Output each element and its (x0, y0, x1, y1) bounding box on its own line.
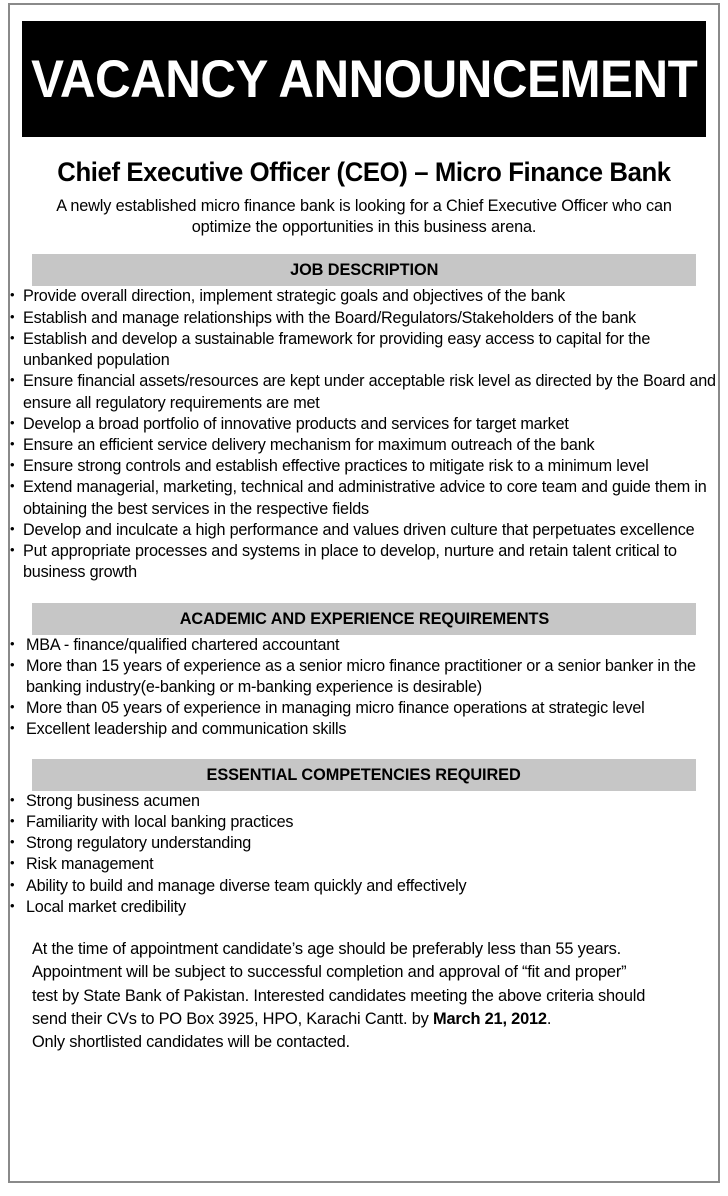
list-item: • Local market credibility (10, 897, 718, 918)
closing-address-text: send their CVs to PO Box 3925, HPO, Karachi Cantt. by (32, 1009, 433, 1028)
masthead-title: VACANCY ANNOUNCEMENT (30, 49, 698, 109)
closing-line-address (32, 1008, 696, 1031)
section-header-essential-competencies-label: ESSENTIAL COMPETENCIES REQUIRED (206, 764, 522, 784)
list-item: • Ensure an efficient service delivery mechanism for maximum outreach of the bank (10, 435, 718, 456)
list-item: • Put appropriate processes and systems in place to develop, nurture and retain talent critical to business growth (10, 541, 718, 583)
masthead-banner (22, 21, 706, 137)
list-item: • Ability to build and manage diverse team quickly and effectively (10, 876, 718, 897)
list-item: • Develop a broad portfolio of innovative products and services for target market (10, 414, 718, 435)
list-item: • Strong regulatory understanding (10, 833, 718, 854)
list-item: • Ensure strong controls and establish effective practices to mitigate risk to a minimum level (10, 456, 718, 477)
list-item: • Develop and inculcate a high performance and values driven culture that perpetuates excellence (10, 520, 718, 541)
list-item: • Establish and develop a sustainable framework for providing easy access to capital for the unbanked population (10, 329, 718, 371)
list-item: • Risk management (10, 854, 718, 875)
closing-line-criteria: test by State Bank of Pakistan. Interested candidates meeting the above criteria should (32, 986, 646, 1005)
job-title: Chief Executive Officer (CEO) – Micro Finance Bank (57, 157, 671, 187)
job-description-list (10, 286, 718, 583)
section-header-job-description-label: JOB DESCRIPTION (289, 260, 439, 280)
list-item: • Extend managerial, marketing, technical and administrative advice to core team and guide them in obtaining the best services in the respective fields (10, 477, 718, 519)
list-item: • Provide overall direction, implement strategic goals and objectives of the bank (10, 286, 718, 307)
list-item: • Excellent leadership and communication skills (10, 719, 718, 740)
list-item: • More than 15 years of experience as a senior micro finance practitioner or a senior banker in the banking industry(e-banking or m-banking experience is desirable) (10, 656, 718, 698)
section-header-essential-competencies (32, 759, 696, 791)
list-item: • MBA - finance/qualified chartered accountant (10, 635, 718, 656)
list-item: • More than 05 years of experience in managing micro finance operations at strategic level (10, 698, 718, 719)
academic-experience-list (10, 635, 718, 741)
application-deadline: March 21, 2012 (432, 1009, 547, 1028)
closing-line-shortlist: Only shortlisted candidates will be contacted. (32, 1033, 350, 1052)
closing-line-age: At the time of appointment candidate’s age should be preferably less than 55 years. (32, 939, 622, 958)
section-header-academic-experience (32, 603, 696, 635)
closing-address-suffix: . (546, 1009, 552, 1028)
advertisement-frame (8, 3, 720, 1183)
list-item: • Ensure financial assets/resources are kept under acceptable risk level as directed by the Board and ensure all regulatory requirements are met (10, 371, 718, 413)
list-item: • Familiarity with local banking practices (10, 812, 718, 833)
job-intro-paragraph: A newly established micro finance bank is looking for a Chief Executive Officer who can optimize the opportunities in this business arena. (56, 197, 672, 237)
section-header-job-description (32, 254, 696, 286)
advertisement-content (10, 5, 718, 1181)
section-header-academic-experience-label: ACADEMIC AND EXPERIENCE REQUIREMENTS (179, 608, 549, 628)
list-item: • Establish and manage relationships with the Board/Regulators/Stakeholders of the bank (10, 308, 718, 329)
closing-line-approval: Appointment will be subject to successful completion and approval of “fit and proper” (32, 963, 627, 982)
essential-competencies-list (10, 791, 718, 918)
list-item: • Strong business acumen (10, 791, 718, 812)
closing-paragraph (32, 938, 696, 1054)
